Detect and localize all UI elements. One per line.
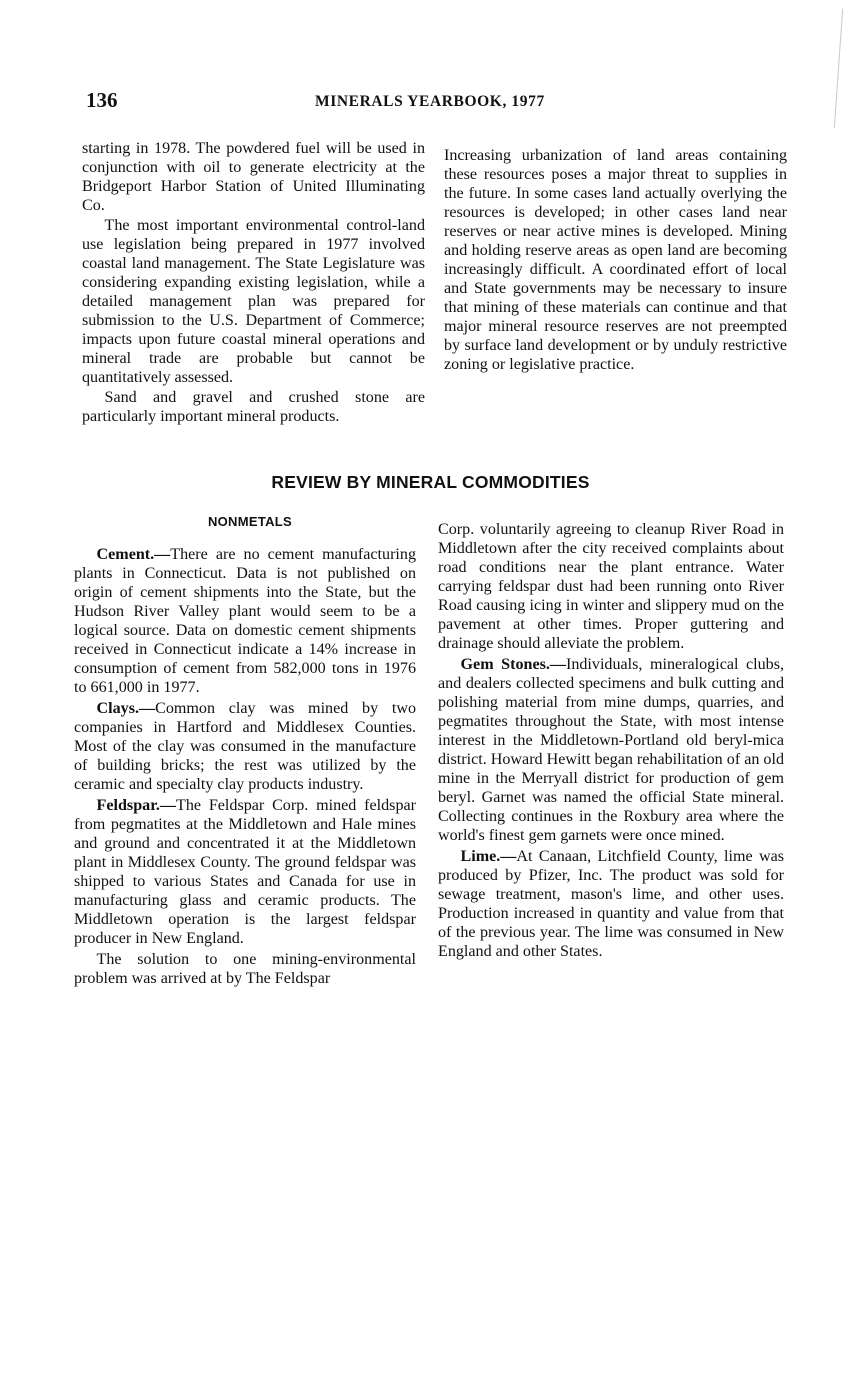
section-title: REVIEW BY MINERAL COMMODITIES bbox=[271, 472, 590, 492]
paragraph-coastal-legislation: The most important environmental control-land use legislation being prepared in 1977 involved coastal land management. The State Legislature was considering expanding existing legislation, while a detailed management plan was prepared for submission to the U.S. Department of Commerce; impacts upon future coastal mineral operations and mineral trade are probable but cannot be quantitatively assessed. bbox=[82, 217, 425, 386]
clays-heading: Clays.— bbox=[96, 700, 156, 717]
clays-text: Common clay was mined by two companies in Hartford and Middlesex Counties. Most of the clay was consumed in the manufacture of building bricks; the rest was utilized by the ceramic and specialty clay products industry. bbox=[74, 700, 416, 793]
paragraph-gem-stones bbox=[438, 655, 784, 845]
paragraph-solution: The solution to one mining-environmental problem was arrived at by The Feldspar bbox=[74, 951, 416, 987]
feldspar-text: The Feldspar Corp. mined feldspar from pegmatites at the Middletown and Hale mines and ground and concentrated it at the Middletown plant in Middlesex County. The ground feldspar was shipped to various States and Canada for use in manufacturing glass and ceramic products. The Middletown operation is the largest feldspar producer in New England. bbox=[74, 797, 416, 947]
gem-stones-heading: Gem Stones.— bbox=[460, 656, 566, 673]
lime-text: At Canaan, Litchfield County, lime was produced by Pfizer, Inc. The product was sold for sewage treatment, mason's lime, and other uses. Production increased in quantity and value from that of the previous year. The lime was consumed in New England and other States. bbox=[438, 848, 784, 960]
bottom-right-column bbox=[438, 520, 784, 961]
feldspar-heading: Feldspar.— bbox=[96, 797, 176, 814]
page-number: 136 bbox=[86, 88, 118, 112]
paragraph-lime bbox=[438, 847, 784, 961]
paragraph-clays bbox=[74, 699, 416, 794]
cement-text: There are no cement manufacturing plants in Connecticut. Data is not published on origin of cement shipments into the State, but the Hudson River Valley plant would seem to be a logical source. Data on domestic cement shipments received in Connecticut indicate a 14% increase in consumption of cement from 582,000 tons in 1976 to 661,000 in 1977. bbox=[74, 546, 416, 696]
paragraph-urbanization: Increasing urbanization of land areas containing these resources poses a major threat to supplies in the future. In some cases land actually overlying the resources is developed; in other cases land near reserves or near active mines is developed. Mining and holding reserve areas as open land are becoming increasingly difficult. A coordinated effort of local and State governments may be necessary to insure that mining of these materials can continue and that major mineral resource reserves are not preempted by surface land development or by unduly restrictive zoning or legislative practice. bbox=[444, 147, 787, 373]
top-left-column bbox=[82, 139, 425, 426]
lime-heading: Lime.— bbox=[460, 848, 517, 865]
paragraph-sand-gravel: Sand and gravel and crushed stone are particularly important mineral products. bbox=[82, 389, 425, 425]
paragraph-cleanup: Corp. voluntarily agreeing to cleanup River Road in Middletown after the city received complaints about road conditions near the plant entrance. Water carrying feldspar dust had been running onto River Road causing icing in winter and slippery mud on the pavement at other times. Proper guttering and drainage should alleviate the problem. bbox=[438, 521, 784, 652]
subsection-title: NONMETALS bbox=[207, 514, 293, 529]
bottom-left-column bbox=[74, 545, 416, 988]
cement-heading: Cement.— bbox=[96, 546, 171, 563]
top-right-column bbox=[444, 146, 787, 374]
scan-margin-line bbox=[820, 8, 843, 129]
page-header bbox=[86, 88, 786, 114]
paragraph-cement bbox=[74, 545, 416, 697]
running-head: MINERALS YEARBOOK, 1977 bbox=[315, 93, 545, 110]
paragraph-feldspar bbox=[74, 796, 416, 948]
gem-stones-text: Individuals, mineralogical clubs, and dealers collected specimens and bulk cutting and polishing material from mine dumps, quarries, and pegmatites throughout the State, with most intense interest in the Middletown-Portland old beryl-mica district. Howard Hewitt began rehabilitation of an old mine in the Merryall district for production of gem beryl. Garnet was named the official State mineral. Collecting continues in the Roxbury area where the world's finest gem garnets were once mined. bbox=[438, 656, 784, 844]
paragraph-fuel: starting in 1978. The powdered fuel will be used in conjunction with oil to generate electricity at the Bridgeport Harbor Station of United Illuminating Co. bbox=[82, 140, 425, 214]
